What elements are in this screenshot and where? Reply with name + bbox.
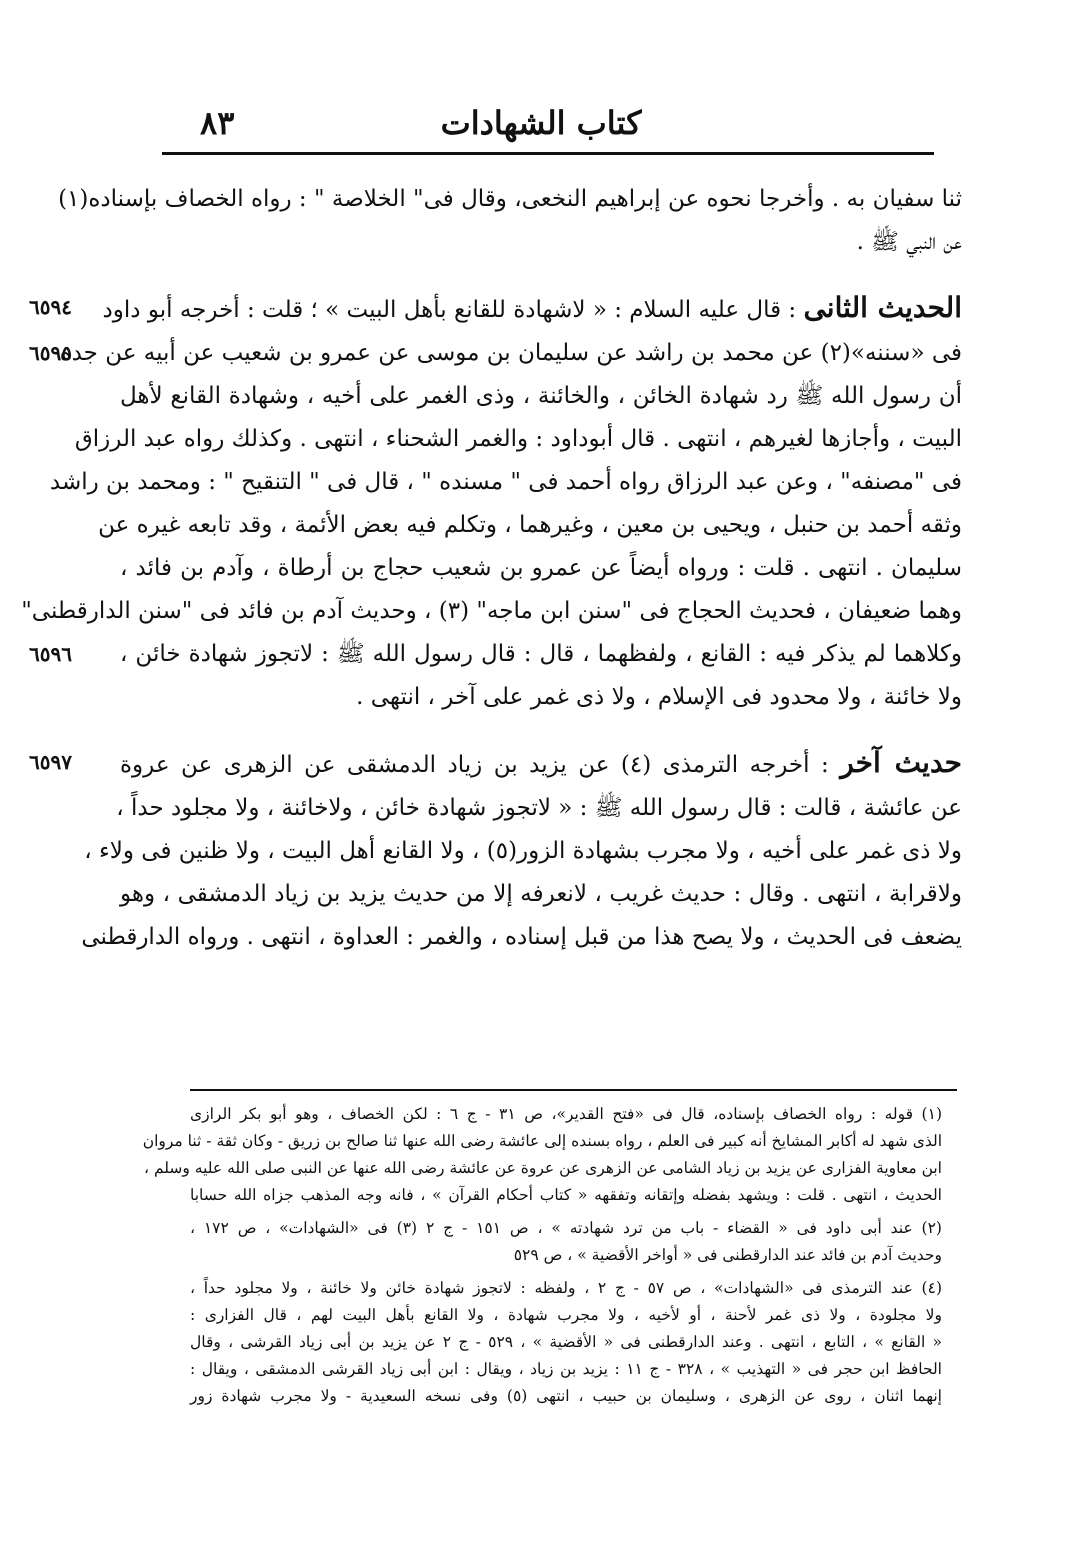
text-line: ولاقرابة ، انتهى . وقال : حديث غريب ، لانعرفه إلا من حديث يزيد بن زياد الدمشقى ، وهو [120, 881, 962, 907]
page-number: ٨٣ [200, 104, 235, 142]
text-line: البيت ، وأجازها لغيرهم ، انتهى . قال أبوداود : والغمر الشحناء ، انتهى . وكذلك رواه عبد الرزاق [74, 426, 962, 452]
footnote-line: (١) قوله : رواه الخصاف بإسناده، قال فى «فتح القدير»، ص ٣١ - ج ٦ : لكن الخصاف ، وهو أبو بكر الرازى [190, 1105, 942, 1123]
footnote-line: الذى شهد له أكابر المشايخ أنه كبير فى العلم ، رواه بسنده إلى عائشة رضى الله عنها ثنا صالح بن زريق - وكان ثقة - ثنا مروان [142, 1132, 942, 1150]
section-heading: الحديث الثانى [803, 291, 962, 324]
hadith-number: ٦٥٩٦ [29, 642, 72, 666]
line-text: : أخرجه الترمذى (٤) عن يزيد بن زياد الدمشقى عن الزهرى عن عروة [120, 752, 841, 778]
text-line: يضعف فى الحديث ، ولا يصح هذا من قبل إسناده ، والغمر : العداوة ، انتهى . ورواه الدارقطنى [81, 924, 962, 950]
footnote-line: وحديث آدم بن فائد عند الدارقطنى فى « أواخر الأقضية » ، ص ٥٢٩ [513, 1246, 942, 1264]
line-text: وكلاهما لم يذكر فيه : القانع ، ولفظهما ، قال : قال رسول الله ﷺ : لاتجوز شهادة خائن ، [120, 641, 962, 667]
running-title: كتاب الشهادات [440, 104, 642, 142]
text-line [29, 741, 962, 787]
section-heading: حديث آخر [840, 746, 962, 779]
text-line: أن رسول الله ﷺ رد شهادة الخائن ، والخائنة ، وذى الغمر على أخيه ، وشهادة القانع لأهل [120, 383, 962, 409]
footnote-rule [190, 1089, 957, 1091]
hadith-number: ٦٥٩٧ [29, 750, 72, 774]
paragraph-1 [58, 178, 962, 264]
footnote-line: إنهما اثنان ، روى عن الزهرى ، وسليمان بن حبيب ، انتهى (٥) وفى نسخه السعيدية - ولا مجرب شهادة زور [190, 1387, 942, 1405]
footnote-line: ولا مجلودة ، ولا ذى غمر لأحنة ، أو لأخيه ، ولا مجرب شهادة ، ولا القانع بأهل البيت لهم ، قال الفزارى : [190, 1306, 942, 1324]
line-text: : قال عليه السلام : « لاشهادة للقانع بأهل البيت » ؛ قلت : أخرجه أبو داود [102, 297, 804, 323]
hadith-number: ٦٥٩٤ [29, 295, 72, 319]
footnote-line: ابن معاوية الفزارى عن يزيد بن زياد الشامى عن الزهرى عن عروة عن عائشة رضى الله عنها عن النبى صلى الله عليه وسلم ، [144, 1159, 942, 1177]
header-rule [162, 152, 934, 155]
text-line: فى "مصنفه" ، وعن عبد الرزاق رواه أحمد فى " مسنده " ، قال فى " التنقيح " : ومحمد بن راشد [49, 469, 962, 495]
text-line [29, 286, 962, 332]
text-line: وثقه أحمد بن حنبل ، ويحيى بن معين ، وغيرهما ، وتكلم فيه بعض الأئمة ، وقد تابعه غيره عن [98, 512, 962, 538]
line-text: فى «سننه»(٢) عن محمد بن راشد عن سليمان بن موسى عن عمرو بن شعيب عن أبيه عن جده [59, 340, 962, 366]
hadith-number: ٦٥٩٥ [29, 341, 72, 365]
paragraph-2 [21, 286, 962, 719]
text-line: ولا ذى غمر على أخيه ، ولا مجرب بشهادة الزور(٥) ، ولا القانع أهل البيت ، ولا ظنين فى ولاء ، [84, 838, 962, 864]
text-line: وهما ضعيفان ، فحديث الحجاج فى "سنن ابن ماجه" (٣) ، وحديث آدم بن فائد فى "سنن الدارقطنى" [21, 598, 962, 624]
main-text [21, 178, 962, 959]
text-line [29, 633, 962, 676]
footnote-line: « القانع » ، التابع ، انتهى . وعند الدارقطنى فى « الأقضية » ، ٥٢٩ - ج ٢ عن يزيد بن أبى زياد القرشى ، وقال [190, 1333, 942, 1351]
footnote-line: (٤) عند الترمذى فى «الشهادات» ، ص ٥٧ - ج ٢ ، ولفظه : لاتجوز شهادة خائن ولا خائنة ، ولا مجلود حداً ، [190, 1279, 942, 1297]
text-line: ثنا سفيان به . وأخرجا نحوه عن إبراهيم النخعى، وقال فى" الخلاصة " : رواه الخصاف بإسناده(١) [58, 186, 962, 212]
text-line: عن عائشة ، قالت : قال رسول الله ﷺ : « لاتجوز شهادة خائن ، ولاخائنة ، ولا مجلود حداً ، [116, 795, 962, 821]
footnote-line: الحافظ ابن حجر فى « التهذيب » ، ٣٢٨ - ج ١١ : يزيد بن زياد ، ويقال : ابن أبى زياد القرشى الدمشقى ، ويقال : [190, 1360, 942, 1378]
text-line [29, 332, 962, 375]
footnote-line: الحديث ، انتهى . قلت : ويشهد بفضله وإتقانه وتفقهه « كتاب أحكام القرآن » ، فانه وجه المذهب جزاه الله حسابا [190, 1186, 942, 1204]
footnotes [142, 1101, 942, 1410]
text-line: عن النبي ﷺ . [856, 229, 962, 255]
page-header [160, 100, 922, 150]
paragraph-3 [29, 741, 962, 959]
text-line: ولا خائنة ، ولا محدود فى الإسلام ، ولا ذى غمر على آخر ، انتهى . [356, 684, 962, 710]
footnote-line: (٢) عند أبى داود فى « القضاء - باب من ترد شهادته » ، ص ١٥١ - ج ٢ (٣) فى «الشهادات» ، ص ١٧٢ ، [190, 1219, 942, 1237]
text-line: سليمان . انتهى . قلت : ورواه أيضاً عن عمرو بن شعيب حجاج بن أرطاة ، وآدم بن فائد ، [120, 555, 962, 581]
